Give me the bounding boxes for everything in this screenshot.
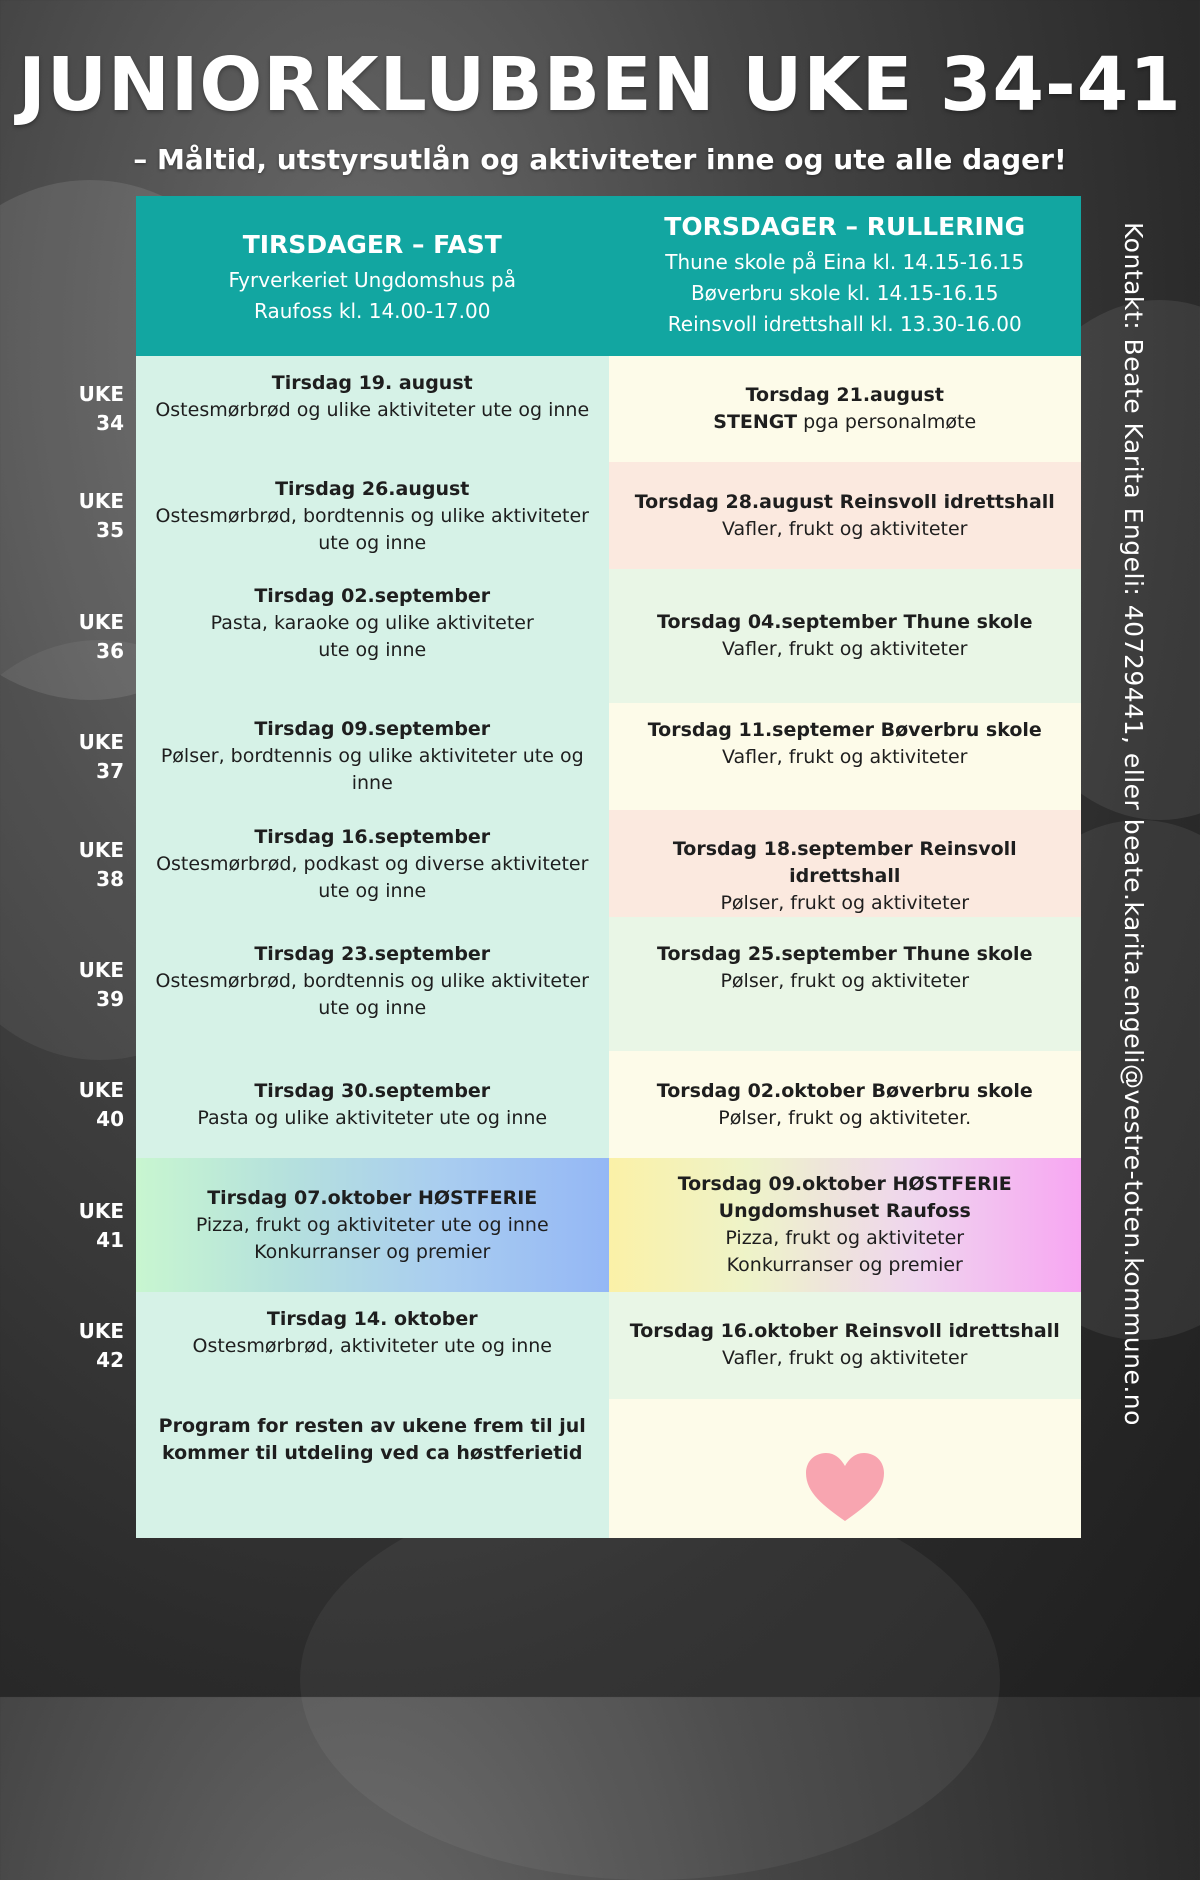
week-number: 36 [96,639,124,663]
week-number: 38 [96,867,124,891]
week-label-text: UKE [78,1199,124,1223]
thursday-cell [609,917,1082,1051]
thursday-text: Konkurranser og premier [726,1254,963,1276]
tuesday-text: inne [351,772,393,794]
tuesday-title: Tirsdag 07.oktober HØSTFERIE [207,1186,538,1209]
closed-reason: pga personalmøte [797,411,977,433]
thursday-header [609,196,1082,356]
schedule-table [136,196,1081,1538]
thursday-text: Vafler, frukt og aktiviteter [722,517,968,540]
thursday-text: Vafler, frukt og aktiviteter [722,638,968,660]
thursday-text [713,409,976,436]
thursday-text: Pølser, frukt og aktiviteter. [718,1106,972,1129]
tuesday-header-line: Fyrverkeriet Ungdomshus på [228,267,516,292]
tuesday-text: Ostesmørbrød, bordtennis og ulike aktiviteter [155,505,589,527]
week-row [136,356,1081,462]
week-label [66,608,124,666]
week-row [136,569,1081,703]
tuesday-cell [136,810,609,917]
tuesday-text: ute og inne [318,532,427,554]
contact-info[interactable]: Kontakt: Beate Karita Engeli: 40729441, eller beate.karita.engeli@vestre-toten.kommune.no [1119,222,1148,1426]
tuesday-cell [136,1051,609,1158]
thursday-header-line: Bøverbru skole kl. 14.15-16.15 [690,281,999,305]
week-label-text: UKE [78,1078,124,1102]
tuesday-title: Tirsdag 23.september [254,943,491,965]
footer-note-line: Program for resten av ukene frem til jul [158,1415,586,1437]
thursday-title: Torsdag 21.august [745,384,944,406]
thursday-text: Pølser, frukt og aktiviteter [720,970,970,992]
footer-note [136,1399,609,1538]
week-number: 37 [96,759,124,783]
thursday-title: Torsdag 18.september Reinsvoll idrettshall [672,838,1017,887]
thursday-text: Pølser, frukt og aktiviteter [720,892,970,914]
week-number: 41 [96,1228,124,1252]
tuesday-header-title: TIRSDAGER – FAST [242,229,502,259]
tuesday-header [136,196,609,356]
week-number: 40 [96,1107,124,1131]
tuesday-cell [136,462,609,569]
tuesday-title: Tirsdag 19. august [271,372,473,394]
tuesday-text: Ostesmørbrød og ulike aktiviteter ute og inne [155,399,590,421]
week-label-text: UKE [78,730,124,754]
thursday-cell [609,569,1082,703]
tuesday-cell [136,569,609,703]
poster-title: JUNIORKLUBBEN UKE 34-41 [18,42,1182,128]
thursday-cell [609,462,1082,569]
thursday-text: Pizza, frukt og aktiviteter [725,1227,965,1249]
closed-label: STENGT [713,411,798,433]
tuesday-cell [136,1158,609,1292]
tuesday-text: Ostesmørbrød, aktiviteter ute og inne [192,1335,552,1357]
week-row [136,462,1081,569]
tuesday-cell [136,356,609,462]
thursday-title: Ungdomshuset Raufoss [718,1200,971,1222]
thursday-title: Torsdag 16.oktober Reinsvoll idrettshall [629,1320,1060,1342]
week-label [66,1317,124,1375]
week-row [136,703,1081,810]
week-number: 34 [96,411,124,435]
tuesday-title: Tirsdag 30.september [254,1079,491,1102]
week-label-text: UKE [78,958,124,982]
tuesday-text: Pasta og ulike aktiviteter ute og inne [197,1106,548,1129]
thursday-title: Torsdag 02.oktober Bøverbru skole [656,1079,1033,1102]
week-label-text: UKE [78,489,124,513]
tuesday-title: Tirsdag 02.september [254,585,491,607]
thursday-text: Vafler, frukt og aktiviteter [722,746,968,768]
week-row [136,1051,1081,1158]
thursday-header-line: Reinsvoll idrettshall kl. 13.30-16.00 [667,312,1022,336]
thursday-title: Torsdag 09.oktober HØSTFERIE [677,1173,1012,1195]
poster-subtitle: – Måltid, utstyrsutlån og aktiviteter inne og ute alle dager! [133,143,1067,176]
tuesday-text: Konkurranser og premier [254,1240,491,1263]
tuesday-title: Tirsdag 09.september [254,718,491,740]
week-label-text: UKE [78,610,124,634]
week-number: 42 [96,1348,124,1372]
week-label-text: UKE [78,1319,124,1343]
thursday-cell [609,1051,1082,1158]
tuesday-text: ute og inne [318,880,427,902]
thursday-cell [609,356,1082,462]
tuesday-text: Ostesmørbrød, bordtennis og ulike aktiviteter [155,970,589,992]
footer-note-line: kommer til utdeling ved ca høstferietid [161,1442,583,1464]
week-number: 35 [96,518,124,542]
thursday-cell [609,810,1082,917]
thursday-title: Torsdag 28.august Reinsvoll idrettshall [634,490,1055,513]
footer-row [136,1399,1081,1538]
thursday-title: Torsdag 25.september Thune skole [657,943,1033,965]
heart-icon [804,1451,886,1523]
week-label-text: UKE [78,838,124,862]
tuesday-cell [136,917,609,1051]
tuesday-text: Pasta, karaoke og ulike aktiviteter [210,612,534,634]
week-row [136,917,1081,1051]
week-label [66,487,124,545]
week-label-text: UKE [78,382,124,406]
schedule-header [136,196,1081,356]
tuesday-text: Pizza, frukt og aktiviteter ute og inne [195,1213,549,1236]
thursday-cell [609,703,1082,810]
week-row [136,810,1081,917]
tuesday-header-line: Raufoss kl. 14.00-17.00 [254,298,491,323]
tuesday-text: Ostesmørbrød, podkast og diverse aktiviteter [156,853,589,875]
week-label [66,380,124,438]
week-label [66,836,124,894]
week-label [66,1197,124,1255]
tuesday-text: Pølser, bordtennis og ulike aktiviteter ute og [160,745,584,767]
heart-cell [609,1399,1082,1538]
tuesday-text: ute og inne [318,997,427,1019]
week-row [136,1292,1081,1399]
tuesday-title: Tirsdag 16.september [254,826,491,848]
week-row [136,1158,1081,1292]
thursday-text: Vafler, frukt og aktiviteter [722,1347,968,1369]
week-number: 39 [96,987,124,1011]
week-label [66,1076,124,1134]
thursday-cell [609,1158,1082,1292]
tuesday-text: ute og inne [318,639,427,661]
thursday-title: Torsdag 04.september Thune skole [657,611,1033,633]
thursday-header-title: TORSDAGER – RULLERING [664,212,1026,241]
tuesday-title: Tirsdag 14. oktober [266,1308,478,1330]
thursday-header-line: Thune skole på Eina kl. 14.15-16.15 [665,250,1025,274]
thursday-title: Torsdag 11.septemer Bøverbru skole [647,719,1042,741]
tuesday-cell [136,703,609,810]
tuesday-title: Tirsdag 26.august [275,478,470,500]
tuesday-cell [136,1292,609,1399]
week-label [66,956,124,1014]
thursday-cell [609,1292,1082,1399]
week-label [66,728,124,786]
